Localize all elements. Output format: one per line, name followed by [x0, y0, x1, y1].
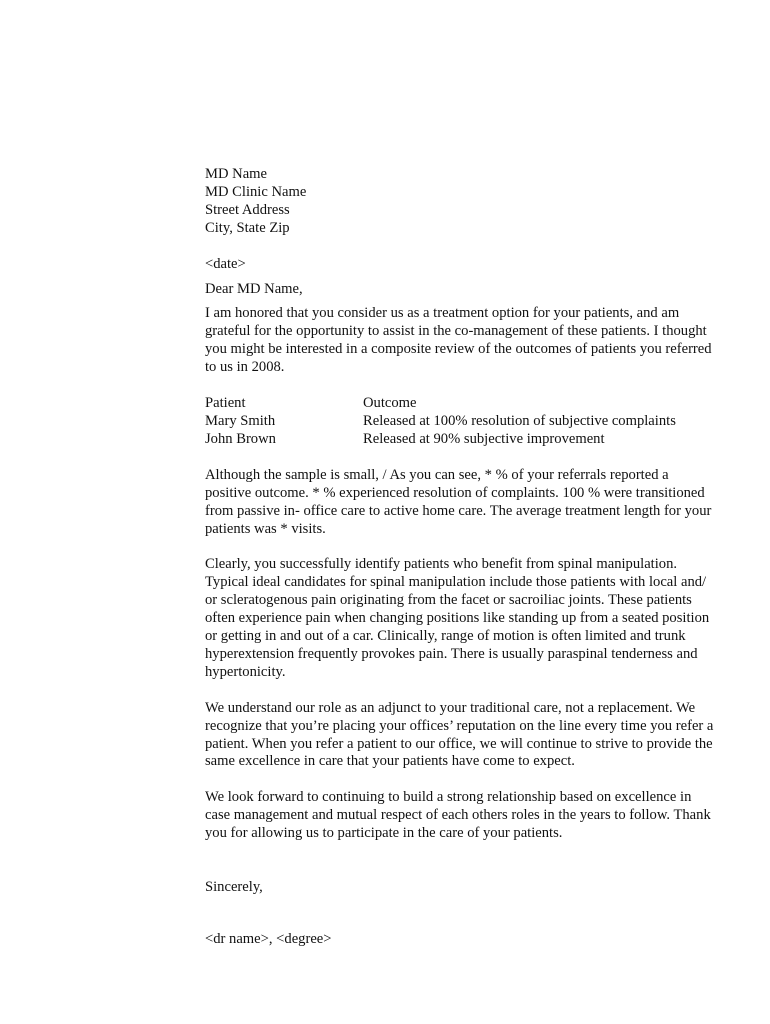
signoff-text: Sincerely,	[205, 879, 263, 896]
outcome-table	[205, 395, 676, 449]
paragraph-line: We look forward to continuing to build a strong relationship based on excellence in	[205, 789, 692, 806]
salutation-text: Dear MD Name,	[205, 280, 303, 297]
salutation	[205, 281, 745, 299]
patient-name-cell: Mary Smith	[205, 412, 276, 429]
patient-name-cell: John Brown	[205, 430, 276, 447]
recipient-name: MD Name	[205, 166, 268, 182]
date-placeholder: <date>	[205, 255, 246, 272]
paragraph-line: grateful for the opportunity to assist in the co-management of these patients. I thought	[205, 323, 707, 340]
paragraph-line: hyperextension frequently provokes pain. There is usually paraspinal tenderness and	[205, 645, 698, 662]
results-paragraph	[205, 467, 745, 539]
column-header-outcome: Outcome	[363, 395, 417, 412]
table-header-row	[205, 395, 676, 413]
paragraph-line: We understand our role as an adjunct to your traditional care, not a replacement. We	[205, 699, 696, 716]
signoff	[205, 879, 745, 897]
paragraph-line: or getting in and out of a car. Clinically, range of motion is often limited and trunk	[205, 628, 686, 645]
recipient-clinic: MD Clinic Name	[205, 183, 307, 200]
paragraph-line: from passive in- office care to active home care. The average treatment length for your	[205, 502, 712, 519]
table-row	[205, 413, 676, 431]
paragraph-line: to us in 2008.	[205, 359, 285, 376]
intro-paragraph	[205, 305, 745, 377]
role-paragraph	[205, 700, 745, 772]
paragraph-line: patients was * visits.	[205, 520, 326, 537]
paragraph-line: you might be interested in a composite review of the outcomes of patients you referred	[205, 341, 712, 358]
recipient-city: City, State Zip	[205, 219, 290, 236]
recipient-address	[205, 166, 745, 238]
column-header-patient: Patient	[205, 395, 246, 412]
letter-body	[205, 166, 745, 949]
paragraph-line: same excellence in care that your patients have come to expect.	[205, 753, 575, 770]
paragraph-line: hypertonicity.	[205, 663, 286, 680]
paragraph-line: case management and mutual respect of each others roles in the years to follow. Thank	[205, 807, 711, 824]
signature-block	[205, 931, 745, 949]
outcome-cell: Released at 100% resolution of subjective complaints	[363, 412, 676, 429]
signature-placeholder: <dr name>, <degree>	[205, 931, 332, 947]
paragraph-line: Typical ideal candidates for spinal manipulation include those patients with local and/	[205, 574, 707, 591]
paragraph-line: patient. When you refer a patient to our office, we will continue to strive to provide the	[205, 735, 713, 752]
letter-date	[205, 256, 745, 274]
paragraph-line: Although the sample is small, / As you can see, * % of your referrals reported a	[205, 466, 669, 483]
paragraph-line: often experience pain when changing positions like standing up from a seated position	[205, 610, 710, 627]
paragraph-line: you for allowing us to participate in the care of your patients.	[205, 825, 563, 842]
patient-outcome-table	[205, 395, 745, 449]
recipient-street: Street Address	[205, 201, 290, 218]
table-row	[205, 431, 676, 449]
paragraph-line: I am honored that you consider us as a treatment option for your patients, and am	[205, 305, 680, 322]
paragraph-line: Clearly, you successfully identify patients who benefit from spinal manipulation.	[205, 556, 678, 573]
paragraph-line: recognize that you’re placing your offices’ reputation on the line every time you refer a	[205, 717, 714, 734]
paragraph-line: positive outcome. * % experienced resolution of complaints. 100 % were transitioned	[205, 484, 705, 501]
outcome-cell: Released at 90% subjective improvement	[363, 430, 605, 447]
candidates-paragraph	[205, 556, 745, 681]
closing-paragraph	[205, 789, 745, 843]
paragraph-line: or scleratogenous pain originating from the facet or sacroiliac joints. These patients	[205, 592, 692, 609]
